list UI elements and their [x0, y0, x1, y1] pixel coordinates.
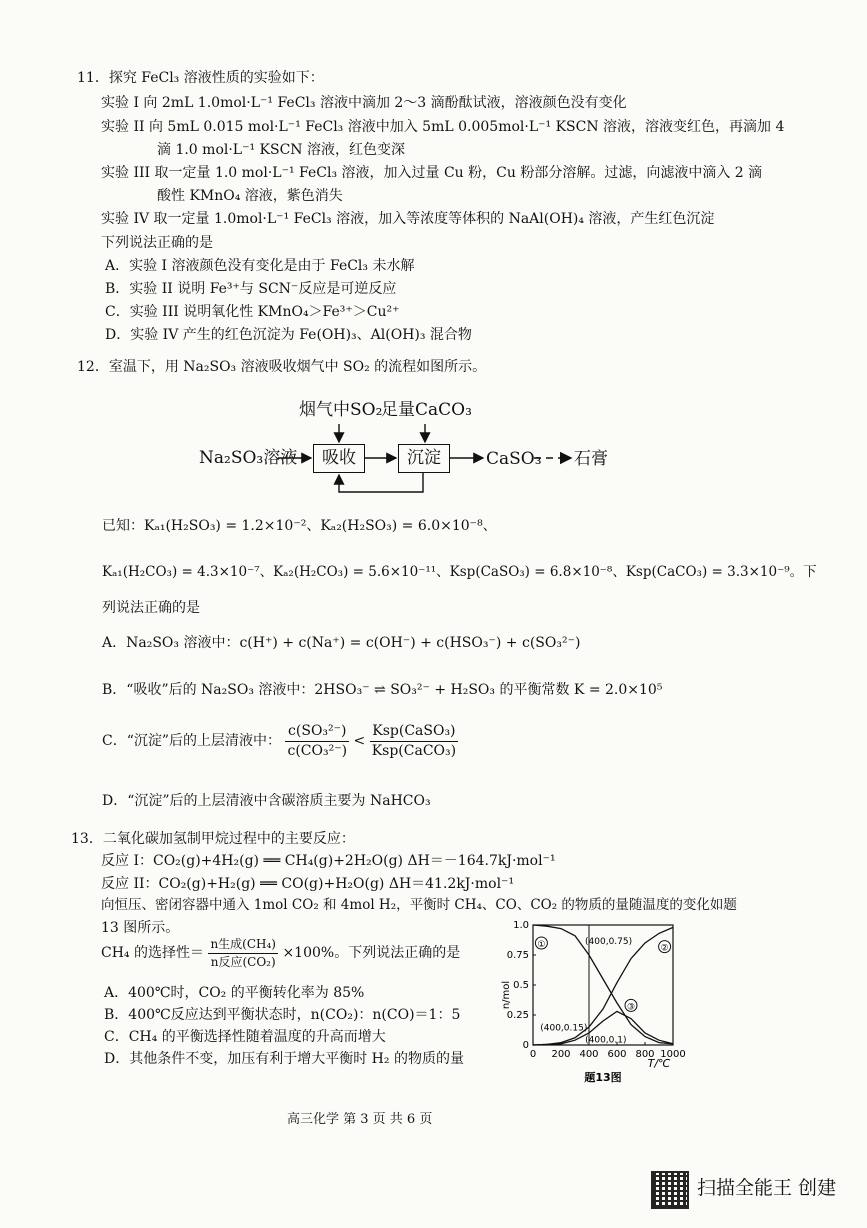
q12-known-1: 已知：Kₐ₁(H₂SO₃) = 1.2×10⁻²、Kₐ₂(H₂SO₃) = 6.0×10⁻⁸、 — [102, 518, 497, 534]
chart-annotation-1: (400,0.75) — [585, 937, 633, 948]
q12-flow-absorb-label: 吸收 — [322, 448, 356, 468]
chart-y-tick-label: 0.5 — [513, 980, 529, 991]
q12-option-c-relation: < — [353, 733, 366, 750]
chart-series-label-3: ③ — [626, 1002, 636, 1013]
chart-series-label-1: ① — [537, 940, 546, 950]
chart-caption: 题13图 — [584, 1071, 622, 1084]
chart-annotation-3: (400,0.1) — [585, 1035, 627, 1046]
scanner-label: 扫描全能王 创建 — [697, 1177, 837, 1199]
q13-selectivity-frac — [208, 938, 278, 969]
chart-y-axis-label: n/mol — [501, 980, 512, 1010]
q13-option-a: A．400℃时，CO₂ 的平衡转化率为 85% — [104, 985, 365, 1001]
q12-flow-precip-label: 沉淀 — [407, 448, 441, 468]
q12-option-b: B．“吸收”后的 Na₂SO₃ 溶液中：2HSO₃⁻ ⇌ SO₃²⁻ + H₂SO₃ 的平衡常数 K = 2.0×10⁵ — [102, 682, 663, 698]
q13-chart — [497, 915, 697, 1085]
q11-exp1: 实验 I 向 2mL 1.0mol·L⁻¹ FeCl₃ 溶液中滴加 2～3 滴酚酞试液，溶液颜色没有变化 — [101, 95, 627, 111]
q12-flow-output-label: CaSO₃ — [486, 449, 542, 469]
chart-x-tick-label: 0 — [529, 1049, 537, 1060]
q13-condition-2: 13 图所示。 — [101, 920, 180, 936]
q13-reaction-2: 反应 II：CO₂(g)+H₂(g) ══ CO(g)+H₂O(g) ΔH＝41.2kJ·mol⁻¹ — [101, 876, 515, 892]
chart-series-label-2: ② — [660, 943, 669, 954]
q11-exp2b: 滴 1.0 mol·L⁻¹ KSCN 溶液，红色变深 — [157, 142, 406, 158]
q12-option-c-prefix: C．“沉淀”后的上层清液中： — [102, 733, 282, 750]
chart-x-tick-label: 1000 — [660, 1049, 686, 1060]
q12-flow-caco3-label: 足量CaCO₃ — [381, 400, 472, 420]
q13-condition-1: 向恒压、密闭容器中通入 1mol CO₂ 和 4mol H₂，平衡时 CH₄、CO、CO₂ 的物质的量随温度的变化如题 — [101, 897, 737, 913]
q12-option-c-frac-left — [285, 724, 349, 760]
q11-prompt: 下列说法正确的是 — [101, 235, 213, 251]
q11-exp2a: 实验 II 向 5mL 0.015 mol·L⁻¹ FeCl₃ 溶液中加入 5mL 0.005mol·L⁻¹ KSCN 溶液，溶液变红色，再滴加 4 — [101, 119, 785, 135]
q13-option-c: C．CH₄ 的平衡选择性随着温度的升高而增大 — [104, 1029, 386, 1045]
q13-stem: 13．二氧化碳加氢制甲烷过程中的主要反应： — [71, 831, 355, 847]
q12-option-c-den1: c(CO₃²⁻) — [287, 743, 348, 760]
chart-x-tick-label: 600 — [607, 1049, 627, 1060]
q11-exp3a: 实验 III 取一定量 1.0 mol·L⁻¹ FeCl₃ 溶液，加入过量 Cu 粉，Cu 粉部分溶解。过滤，向滤液中滴入 2 滴 — [101, 165, 763, 181]
q13-reaction-1: 反应 I：CO₂(g)+4H₂(g) ══ CH₄(g)+2H₂O(g) ΔH＝－164.7kJ·mol⁻¹ — [101, 853, 556, 869]
chart-x-axis-label: T/℃ — [647, 1057, 671, 1070]
q12-option-a: A．Na₂SO₃ 溶液中：c(H⁺) + c(Na⁺) = c(OH⁻) + c(HSO₃⁻) + c(SO₃²⁻) — [102, 635, 581, 651]
q13-selectivity-suffix: ×100%。下列说法正确的是 — [282, 944, 461, 961]
q11-exp3b: 酸性 KMnO₄ 溶液，紫色消失 — [157, 188, 343, 204]
q12-flow-input-label: Na₂SO₃溶液 — [199, 448, 298, 468]
q12-flow-final-label: 石膏 — [574, 449, 608, 469]
q12-stem: 12．室温下，用 Na₂SO₃ 溶液吸收烟气中 SO₂ 的流程如图所示。 — [77, 359, 487, 375]
q11-option-a: A．实验 I 溶液颜色没有变化是由于 FeCl₃ 未水解 — [105, 258, 415, 274]
q13-option-d: D．其他条件不变，加压有利于增大平衡时 H₂ 的物质的量 — [104, 1051, 464, 1067]
q11-stem: 11．探究 FeCl₃ 溶液性质的实验如下： — [77, 70, 324, 86]
q13-chart-svg — [497, 915, 697, 1085]
q11-option-c: C．实验 III 说明氧化性 KMnO₄＞Fe³⁺＞Cu²⁺ — [105, 304, 400, 320]
chart-x-tick-label: 800 — [635, 1049, 655, 1060]
q12-option-c-num1: c(SO₃²⁻) — [285, 724, 349, 742]
q12-flow-arrows — [0, 0, 867, 520]
q13-selectivity-num: n生成(CH₄) — [208, 938, 278, 954]
q12-option-d: D．“沉淀”后的上层清液中含碳溶质主要为 NaHCO₃ — [102, 793, 431, 809]
q11-option-d: D．实验 IV 产生的红色沉淀为 Fe(OH)₃、Al(OH)₃ 混合物 — [105, 327, 472, 343]
qr-code-icon — [651, 1171, 689, 1209]
q12-known-2: Kₐ₁(H₂CO₃) = 4.3×10⁻⁷、Kₐ₂(H₂CO₃) = 5.6×10⁻¹¹、Ksp(CaSO₃) = 6.8×10⁻⁸、Ksp(CaCO₃) = 3.3×10⁻⁹。下 — [102, 564, 817, 580]
q12-prompt: 列说法正确的是 — [102, 600, 200, 616]
q13-option-b: B．400℃反应达到平衡状态时，n(CO₂)：n(CO)＝1：5 — [104, 1007, 461, 1023]
chart-y-tick-label: 1.0 — [513, 920, 529, 931]
chart-x-tick-label: 200 — [551, 1049, 571, 1060]
q13-selectivity-den: n反应(CO₂) — [210, 955, 276, 970]
q11-option-b: B．实验 II 说明 Fe³⁺与 SCN⁻反应是可逆反应 — [105, 281, 397, 297]
chart-y-tick-label: 0.75 — [506, 950, 529, 961]
chart-annotation-2: (400,0.15) — [540, 1023, 588, 1034]
q13-selectivity — [101, 938, 460, 969]
chart-y-tick-label: 0.25 — [506, 1010, 529, 1021]
q12-option-c-num2: Ksp(CaSO₃) — [370, 724, 458, 742]
q11-exp4: 实验 IV 取一定量 1.0mol·L⁻¹ FeCl₃ 溶液，加入等浓度等体积的 NaAl(OH)₄ 溶液，产生红色沉淀 — [101, 211, 715, 227]
q12-flow-so2-label: 烟气中SO₂ — [299, 400, 383, 420]
chart-x-tick-label: 400 — [579, 1049, 599, 1060]
q12-option-c-den2: Ksp(CaCO₃) — [371, 743, 457, 760]
chart-y-tick-label: 0 — [522, 1040, 529, 1051]
q13-selectivity-prefix: CH₄ 的选择性＝ — [101, 944, 204, 961]
page-footer: 高三化学 第 3 页 共 6 页 — [287, 1112, 433, 1127]
q12-option-c-frac-right — [370, 724, 458, 760]
q12-option-c — [102, 724, 458, 760]
